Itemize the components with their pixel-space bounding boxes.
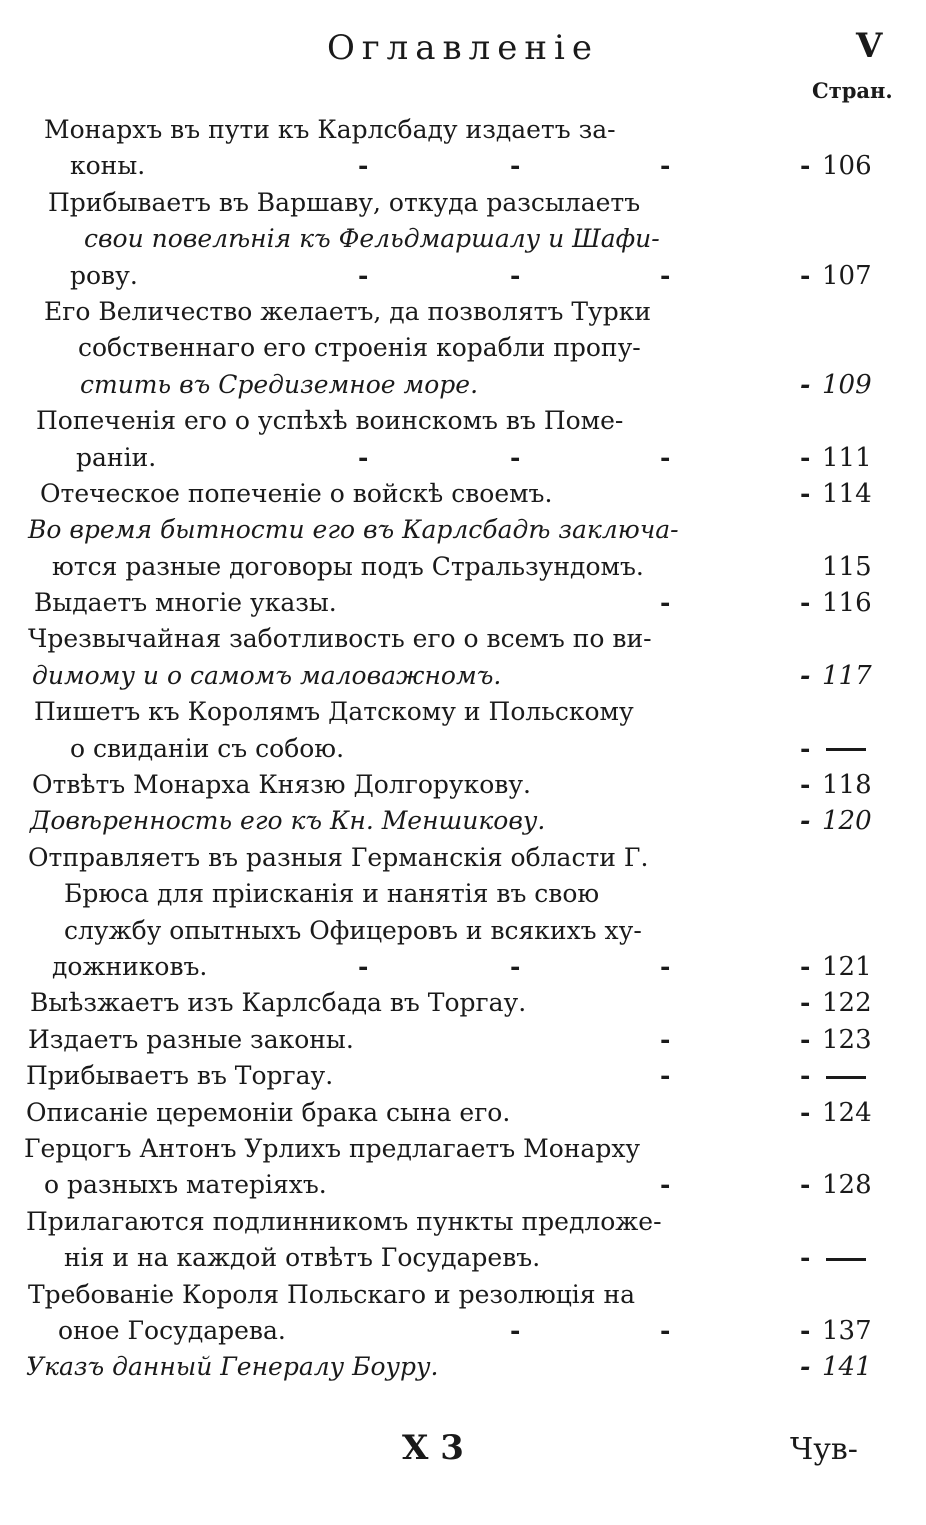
- leader-dash: -: [800, 951, 811, 981]
- toc-entry-text: димому и о самомъ маловажномъ.: [32, 660, 502, 690]
- toc-entry-text: Отвѣтъ Монарха Князю Долгорукову.: [32, 770, 531, 800]
- signature-mark: Х 3: [402, 1428, 464, 1468]
- toc-page-number: 117: [822, 660, 872, 691]
- toc-page-number: 106: [822, 151, 872, 182]
- toc-page-number: 137: [822, 1315, 872, 1346]
- toc-page-number: 124: [822, 1097, 872, 1128]
- page-title: Оглавленіе: [326, 28, 600, 68]
- leader-dash: -: [800, 260, 811, 290]
- toc-line: [0, 440, 926, 476]
- toc-entry-text: Прибываетъ въ Варшаву, откуда разсылаетъ: [48, 187, 641, 217]
- toc-line: [0, 330, 926, 366]
- toc-line: [0, 585, 926, 621]
- toc-line: [0, 803, 926, 839]
- leader-dash: -: [660, 588, 671, 618]
- leader-dash: -: [800, 1061, 811, 1091]
- leader-dash: -: [358, 151, 369, 181]
- page-footer: [0, 1428, 926, 1478]
- toc-line: [0, 367, 926, 403]
- toc-page-number: 123: [822, 1024, 872, 1055]
- toc-entry-text: Брюса для пріисканія и нанятія въ свою: [64, 879, 600, 909]
- toc-line: [0, 731, 926, 767]
- toc-entry-text: о свиданіи съ собою.: [70, 733, 345, 763]
- leader-dash: -: [800, 151, 811, 181]
- toc-page-number: 109: [822, 369, 872, 400]
- toc-entry-text: оное Государева.: [58, 1315, 286, 1345]
- leader-dash: -: [660, 151, 671, 181]
- toc-entry-text: стить въ Средиземное море.: [80, 369, 479, 399]
- toc-line: [0, 767, 926, 803]
- leader-dash: -: [510, 260, 521, 290]
- toc-entry-text: нія и на каждой отвѣтъ Государевъ.: [64, 1243, 541, 1273]
- toc-entry-text: дожниковъ.: [52, 951, 208, 981]
- toc-entry-text: Издаетъ разные законы.: [28, 1024, 354, 1054]
- ditto-dash: [826, 1076, 866, 1079]
- toc-entry-text: о разныхъ матеріяхъ.: [44, 1170, 327, 1200]
- leader-dash: -: [800, 770, 811, 800]
- ditto-dash: [826, 748, 866, 751]
- leader-dash: -: [510, 442, 521, 472]
- toc-entry-text: рову.: [70, 260, 138, 290]
- toc-page-number: 122: [822, 988, 872, 1019]
- toc-entry-text: Прилагаются подлинникомъ пункты предложе-: [26, 1206, 662, 1236]
- leader-dash: -: [800, 660, 811, 690]
- toc-line: [0, 1204, 926, 1240]
- toc-line: [0, 621, 926, 657]
- toc-page-number: 118: [822, 770, 872, 801]
- leader-dash: -: [800, 478, 811, 508]
- toc-page-number: 114: [822, 478, 872, 509]
- toc-line: [0, 1277, 926, 1313]
- toc-page-number: 107: [822, 260, 872, 291]
- toc-line: [0, 476, 926, 512]
- leader-dash: -: [800, 733, 811, 763]
- leader-dash: -: [800, 442, 811, 472]
- toc-entry-text: Указъ данный Генералу Боуру.: [26, 1352, 439, 1382]
- toc-line: [0, 148, 926, 184]
- toc-line: [0, 876, 926, 912]
- table-of-contents: [0, 112, 926, 1386]
- toc-line: [0, 221, 926, 257]
- leader-dash: -: [800, 1243, 811, 1273]
- toc-page-number: 128: [822, 1170, 872, 1201]
- toc-line: [0, 985, 926, 1021]
- leader-dash: -: [800, 1315, 811, 1345]
- toc-entry-text: Попеченія его о успѣхѣ воинскомъ въ Поме-: [36, 406, 624, 436]
- roman-page-number: V: [856, 26, 883, 66]
- toc-entry-text: Довѣренность его къ Кн. Меншикову.: [30, 806, 546, 836]
- catchword: Чув-: [790, 1432, 858, 1467]
- leader-dash: -: [358, 442, 369, 472]
- toc-entry-text: Герцогъ Антонъ Урлихъ предлагаетъ Монарху: [24, 1133, 641, 1163]
- toc-entry-text: Монархъ въ пути къ Карлсбаду издаетъ за-: [44, 115, 616, 144]
- toc-entry-text: Во время бытности его въ Карлсбадѣ заключа-: [28, 515, 679, 545]
- toc-line: [0, 1095, 926, 1131]
- toc-entry-text: Отправляетъ въ разныя Германскія области Г.: [28, 842, 649, 872]
- toc-line: [0, 694, 926, 730]
- toc-line: [0, 1349, 926, 1385]
- toc-page-number: 121: [822, 951, 872, 982]
- toc-entry-text: раніи.: [76, 442, 157, 472]
- leader-dash: -: [800, 806, 811, 836]
- leader-dash: -: [800, 1352, 811, 1382]
- page-column-label: Стран.: [812, 78, 893, 103]
- leader-dash: -: [660, 1170, 671, 1200]
- leader-dash: -: [800, 588, 811, 618]
- toc-entry-text: Выѣзжаетъ изъ Карлсбада въ Торгау.: [30, 988, 527, 1018]
- ditto-dash: [826, 1258, 866, 1261]
- toc-line: [0, 512, 926, 548]
- leader-dash: -: [358, 951, 369, 981]
- leader-dash: -: [660, 442, 671, 472]
- toc-entry-text: Прибываетъ въ Торгау.: [26, 1061, 334, 1091]
- toc-page-number: 120: [822, 806, 872, 837]
- toc-line: [0, 913, 926, 949]
- toc-line: [0, 1313, 926, 1349]
- toc-line: [0, 185, 926, 221]
- toc-line: [0, 258, 926, 294]
- leader-dash: -: [800, 1170, 811, 1200]
- leader-dash: -: [660, 1315, 671, 1345]
- leader-dash: -: [800, 1097, 811, 1127]
- leader-dash: -: [660, 260, 671, 290]
- toc-page-number: [822, 1058, 892, 1094]
- leader-dash: -: [800, 988, 811, 1018]
- toc-line: [0, 112, 926, 148]
- toc-page-number: 115: [822, 551, 872, 582]
- toc-page-number: [822, 731, 892, 767]
- toc-entry-text: ются разные договоры подъ Стральзундомъ.: [52, 551, 644, 581]
- toc-entry-text: Описаніе церемоніи брака сына его.: [26, 1097, 511, 1127]
- leader-dash: -: [660, 951, 671, 981]
- toc-line: [0, 840, 926, 876]
- toc-line: [0, 549, 926, 585]
- toc-line: [0, 1167, 926, 1203]
- toc-page-number: [822, 1240, 892, 1276]
- toc-entry-text: коны.: [70, 151, 146, 181]
- toc-line: [0, 1022, 926, 1058]
- toc-entry-text: Выдаетъ многіе указы.: [34, 588, 337, 618]
- toc-entry-text: свои повелѣнія къ Фельдмаршалу и Шафи-: [84, 224, 660, 254]
- leader-dash: -: [358, 260, 369, 290]
- leader-dash: -: [800, 1024, 811, 1054]
- leader-dash: -: [510, 1315, 521, 1345]
- leader-dash: -: [510, 151, 521, 181]
- leader-dash: -: [800, 369, 811, 399]
- leader-dash: -: [660, 1024, 671, 1054]
- toc-entry-text: Требованіе Короля Польскаго и резолюція на: [28, 1279, 636, 1309]
- toc-line: [0, 1240, 926, 1276]
- toc-line: [0, 294, 926, 330]
- leader-dash: -: [660, 1061, 671, 1091]
- toc-page-number: 111: [822, 442, 872, 473]
- toc-line: [0, 1058, 926, 1094]
- leader-dash: -: [510, 951, 521, 981]
- toc-line: [0, 403, 926, 439]
- toc-entry-text: Чрезвычайная заботливость его о всемъ по ви-: [28, 624, 652, 654]
- toc-entry-text: Пишетъ къ Королямъ Датскому и Польскому: [34, 697, 634, 727]
- toc-page-number: 141: [822, 1352, 872, 1383]
- toc-page-number: 116: [822, 588, 872, 619]
- toc-entry-text: Его Величество желаетъ, да позволятъ Турки: [44, 296, 652, 326]
- toc-line: [0, 1131, 926, 1167]
- toc-entry-text: Отеческое попеченіе о войскѣ своемъ.: [40, 478, 553, 508]
- toc-entry-text: собственнаго его строенія корабли пропу-: [78, 333, 641, 363]
- toc-entry-text: службу опытныхъ Офицеровъ и всякихъ ху-: [64, 915, 642, 945]
- toc-line: [0, 658, 926, 694]
- toc-line: [0, 949, 926, 985]
